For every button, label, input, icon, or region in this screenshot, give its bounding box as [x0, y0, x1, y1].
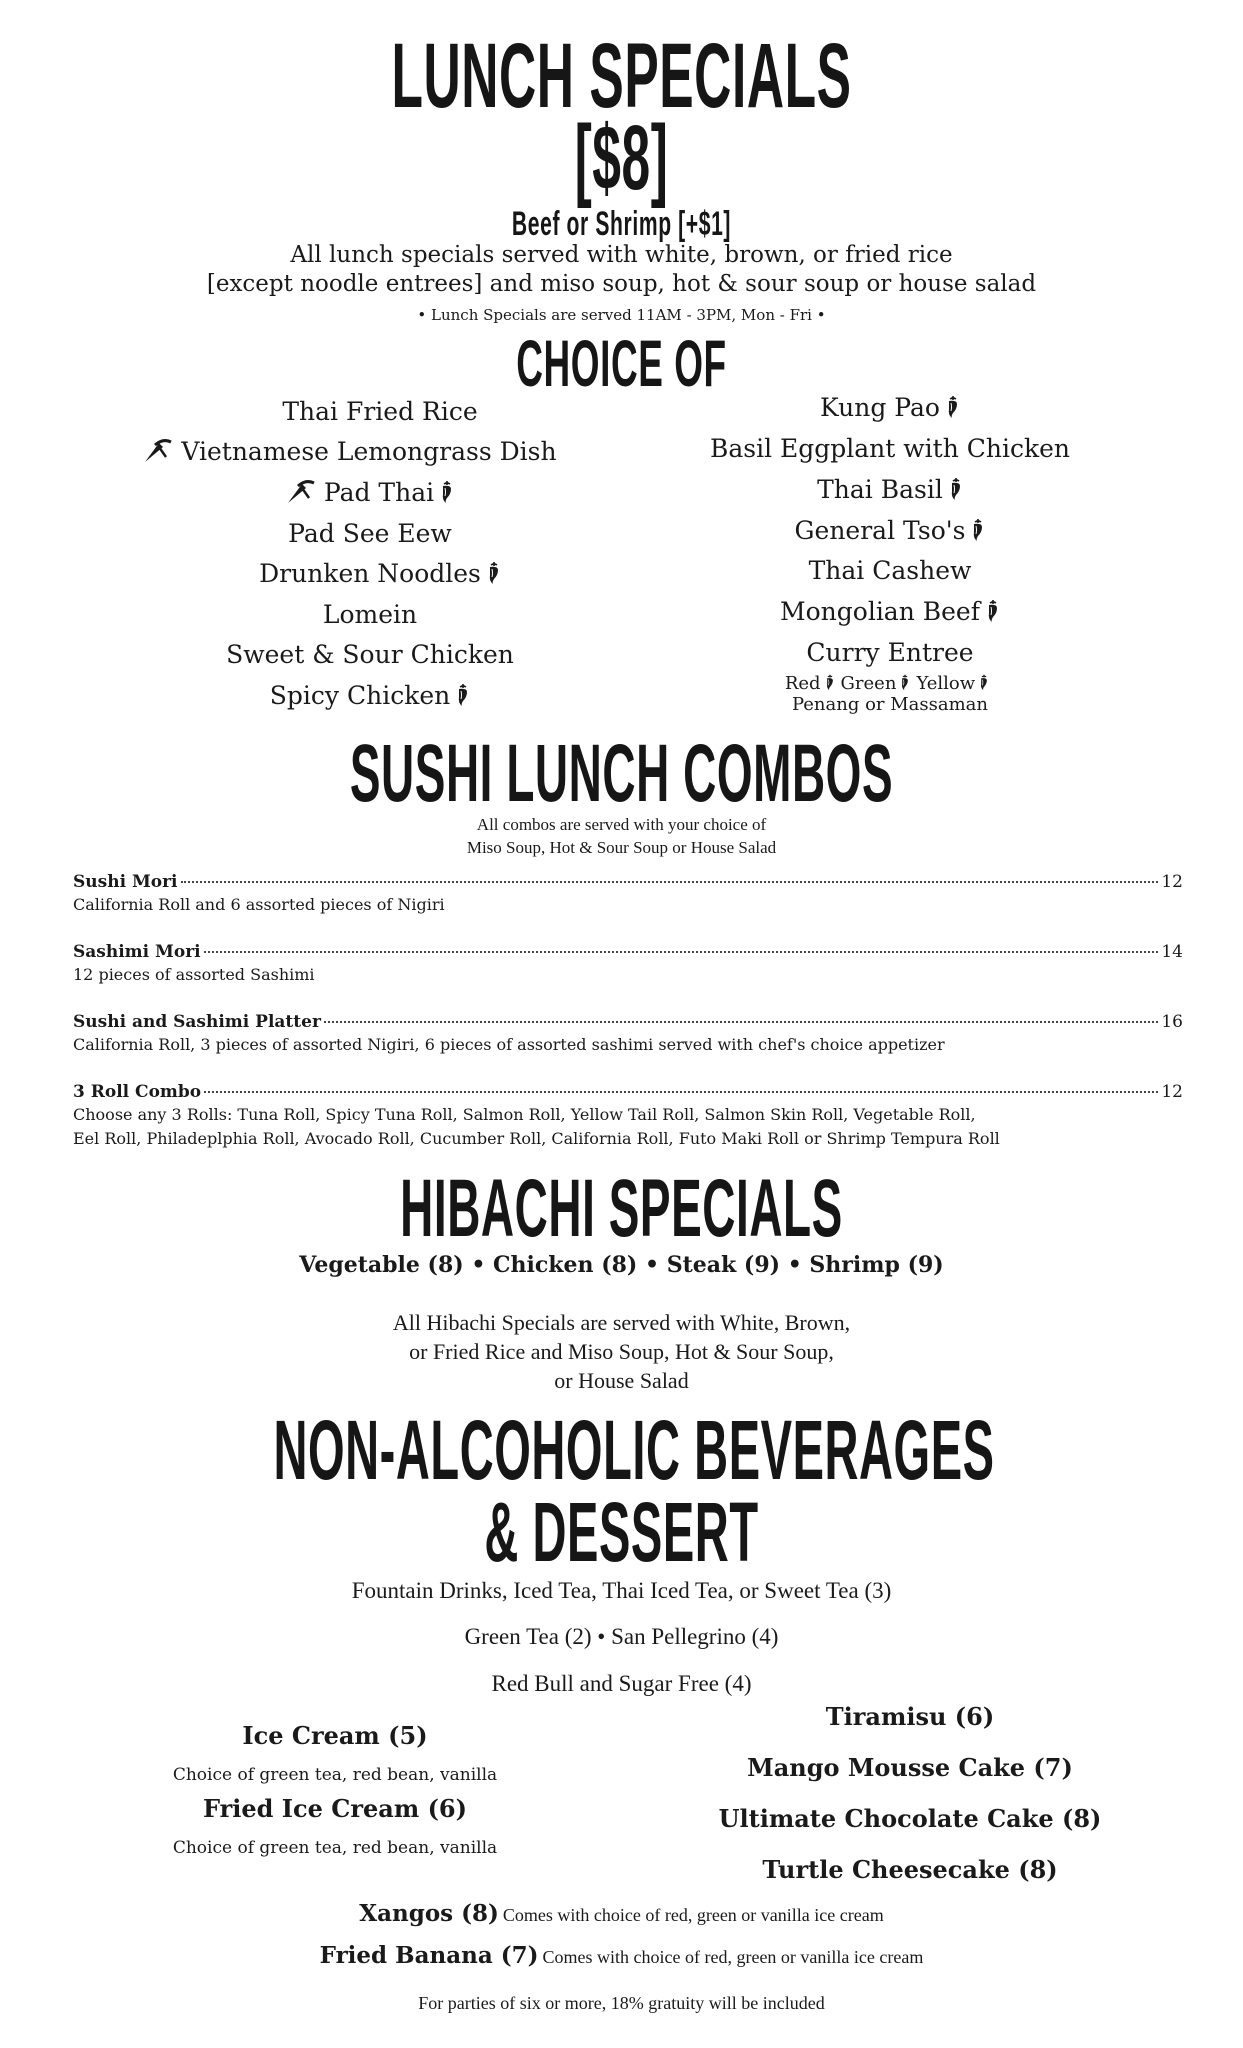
- beverage-line1: Fountain Drinks, Iced Tea, Thai Iced Tea, or Sweet Tea (3): [351, 1578, 892, 1603]
- banana-name: Fried Banana (7): [319, 1942, 539, 1969]
- lunch-price: [$8]: [574, 107, 669, 209]
- beverages-title: NON-ALCOHOLIC BEVERAGES: [273, 1403, 995, 1497]
- hibachi-options: Vegetable (8) • Chicken (8) • Steak (9) • Shrimp (9): [299, 1252, 944, 1278]
- menu-item-kung-pao: Kung Pao: [680, 393, 1100, 422]
- noodle-icon: [143, 439, 173, 463]
- combo-sushi-sashimi-platter: [73, 1012, 1183, 1056]
- pepper-icon: [979, 674, 989, 691]
- xangos-desc: Comes with choice of red, green or vanilla ice cream: [502, 1905, 884, 1925]
- menu-item-thai-cashew: Thai Cashew: [808, 556, 972, 585]
- combo-name: Sushi and Sashimi Platter: [73, 1012, 321, 1032]
- hibachi-note1: All Hibachi Specials are served with White, Brown,: [392, 1310, 851, 1335]
- combo-price: 16: [1161, 1012, 1183, 1032]
- pepper-icon: [949, 477, 963, 501]
- menu-item-sweet-sour-chicken: Sweet & Sour Chicken: [226, 640, 514, 669]
- combo-desc: Choose any 3 Rolls: Tuna Roll, Spicy Tuna Roll, Salmon Roll, Yellow Tail Roll, Salmon Skin Roll, Vegetable Roll,: [73, 1105, 976, 1124]
- combo-desc: California Roll and 6 assorted pieces of Nigiri: [73, 895, 445, 914]
- pepper-icon: [487, 561, 501, 585]
- hibachi-title: HIBACHI SPECIALS: [400, 1163, 843, 1254]
- dessert-title: & DESSERT: [484, 1485, 759, 1579]
- upcharge-note: Beef or Shrimp [+$1]: [511, 205, 732, 243]
- pepper-icon: [971, 518, 985, 542]
- menu-item-vietnamese-lemongrass: Vietnamese Lemongrass Dish: [130, 437, 570, 466]
- lunch-hours: • Lunch Specials are served 11AM - 3PM, Mon - Fri •: [417, 306, 826, 324]
- combo-sashimi-mori: [73, 942, 1183, 986]
- combo-desc: 12 pieces of assorted Sashimi: [73, 965, 315, 984]
- xangos-name: Xangos (8): [359, 1900, 499, 1927]
- combo-3-roll: [73, 1082, 1183, 1150]
- dessert-ice-cream: Ice Cream (5): [242, 1721, 428, 1750]
- combo-desc: Eel Roll, Philadeplphia Roll, Avocado Roll, Cucumber Roll, California Roll, Futo Maki Roll or Shrimp Tempura Roll: [73, 1129, 1000, 1148]
- combo-price: 14: [1161, 942, 1183, 962]
- served-with-line2: [except noodle entrees] and miso soup, hot & sour soup or house salad: [206, 271, 1037, 297]
- combo-desc: California Roll, 3 pieces of assorted Nigiri, 6 pieces of assorted sashimi served with chef's choice appetizer: [73, 1035, 945, 1054]
- dessert-fried-ice-cream-desc: Choice of green tea, red bean, vanilla: [172, 1838, 498, 1858]
- dessert-tiramisu: Tiramisu (6): [825, 1702, 995, 1731]
- dessert-fried-banana: [0, 1942, 1243, 1969]
- pepper-icon: [900, 674, 910, 691]
- dessert-ice-cream-desc: Choice of green tea, red bean, vanilla: [172, 1765, 498, 1785]
- beverage-line3: Red Bull and Sugar Free (4): [491, 1671, 752, 1696]
- pepper-icon: [946, 395, 960, 419]
- combo-price: 12: [1161, 872, 1183, 892]
- lunch-specials-title: LUNCH SPECIALS: [391, 25, 852, 127]
- banana-desc: Comes with choice of red, green or vanilla ice cream: [542, 1947, 924, 1967]
- dessert-mango-mousse: Mango Mousse Cake (7): [747, 1753, 1073, 1782]
- beverage-line2: Green Tea (2) • San Pellegrino (4): [464, 1624, 779, 1649]
- dessert-turtle-cheesecake: Turtle Cheesecake (8): [762, 1855, 1058, 1884]
- menu-item-thai-basil: Thai Basil: [680, 475, 1100, 504]
- dessert-xangos: [0, 1900, 1243, 1927]
- combo-name: Sushi Mori: [73, 872, 178, 892]
- menu-item-curry-entree: Curry Entree: [806, 638, 974, 667]
- menu-item-spicy-chicken: Spicy Chicken: [170, 681, 570, 710]
- curry-options: Red Green Yellow Penang or Massaman: [784, 673, 989, 715]
- pepper-icon: [440, 480, 454, 504]
- combo-price: 12: [1161, 1082, 1183, 1102]
- menu-item-drunken-noodles: Drunken Noodles: [170, 559, 590, 588]
- pepper-icon: [825, 674, 835, 691]
- gratuity-note: For parties of six or more, 18% gratuity will be included: [418, 1993, 825, 2013]
- sushi-sub1: All combos are served with your choice of: [476, 815, 767, 834]
- menu-item-lomein: Lomein: [322, 600, 418, 629]
- sushi-combos-title: SUSHI LUNCH COMBOS: [349, 728, 894, 819]
- pepper-icon: [456, 683, 470, 707]
- combo-sushi-mori: [73, 872, 1183, 916]
- combo-name: 3 Roll Combo: [73, 1082, 202, 1102]
- pepper-icon: [986, 599, 1000, 623]
- menu-item-thai-fried-rice: Thai Fried Rice: [282, 397, 478, 426]
- dessert-chocolate-cake: Ultimate Chocolate Cake (8): [718, 1804, 1102, 1833]
- hibachi-note2: or Fried Rice and Miso Soup, Hot & Sour Soup,: [409, 1339, 834, 1364]
- hibachi-note3: or House Salad: [554, 1368, 689, 1393]
- sushi-sub2: Miso Soup, Hot & Sour Soup or House Salad: [466, 838, 777, 857]
- menu-item-pad-thai: Pad Thai: [170, 478, 570, 507]
- menu-item-general-tsos: General Tso's: [680, 516, 1100, 545]
- noodle-icon: [286, 480, 316, 504]
- dessert-fried-ice-cream: Fried Ice Cream (6): [203, 1794, 467, 1823]
- menu-item-basil-eggplant: Basil Eggplant with Chicken: [709, 434, 1071, 463]
- menu-item-mongolian-beef: Mongolian Beef: [680, 597, 1100, 626]
- served-with-line1: All lunch specials served with white, brown, or fried rice: [290, 242, 953, 268]
- menu-item-pad-see-eew: Pad See Eew: [288, 519, 452, 548]
- combo-name: Sashimi Mori: [73, 942, 201, 962]
- choice-of-heading: CHOICE OF: [516, 326, 727, 400]
